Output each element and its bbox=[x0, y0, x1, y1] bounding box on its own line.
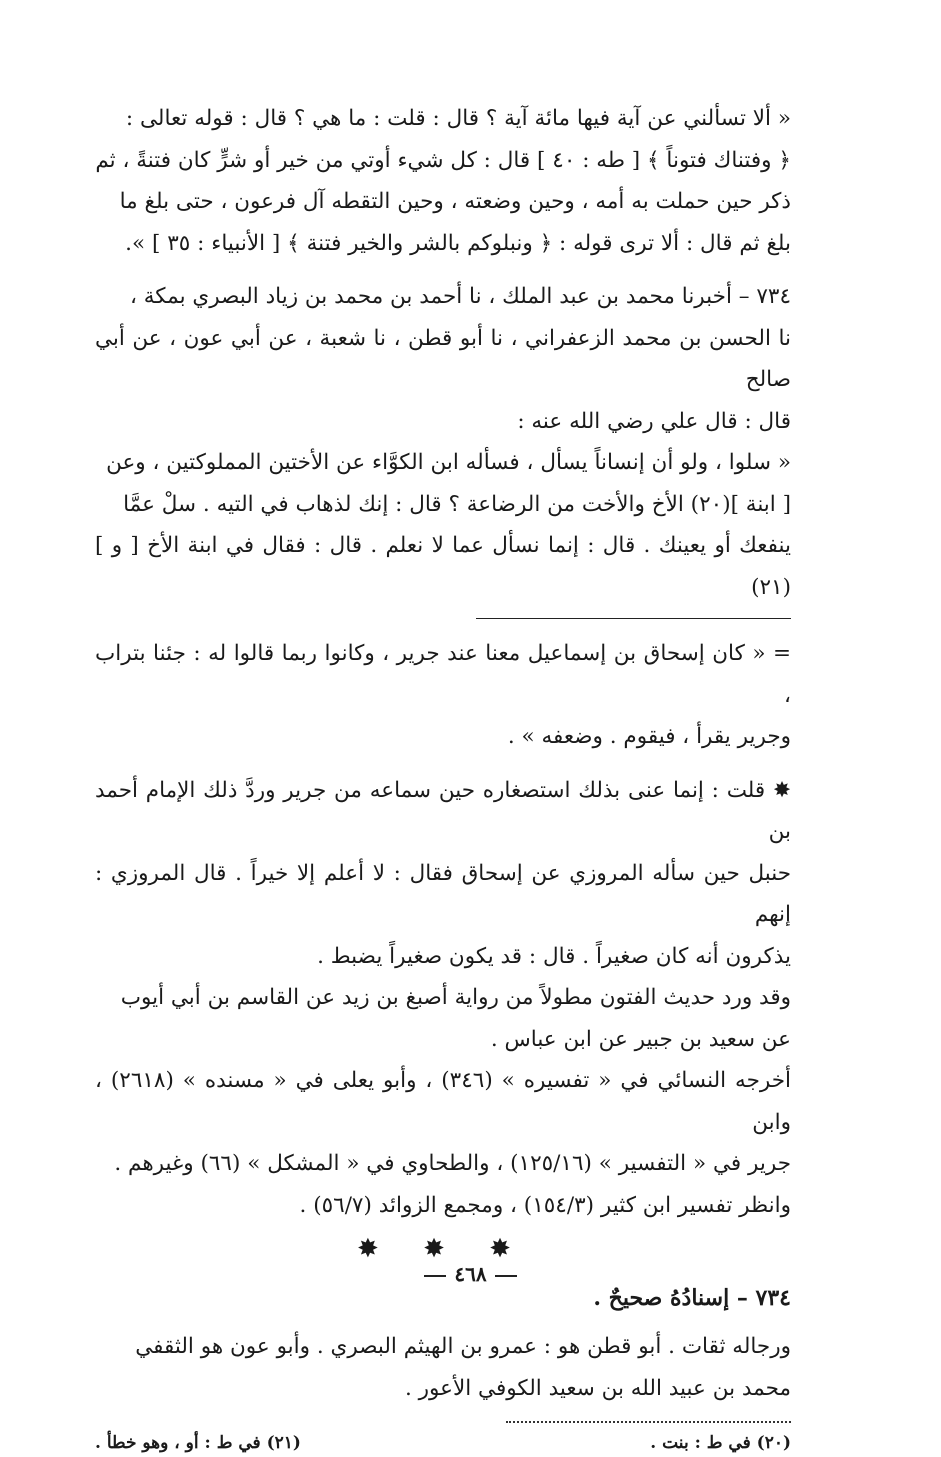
text-line: « ألا تسألني عن آية فيها مائة آية ؟ قال : قلت : ما هي ؟ قال : قوله تعالى : bbox=[125, 106, 791, 131]
text-line: ذكر حين حملت به أمه ، وحين وضعته ، وحين التقطه آل فرعون ، حتى بلغ ما bbox=[119, 189, 791, 214]
text-line: وانظر تفسير ابن كثير (١٥٤/٣) ، ومجمع الزوائد (٥٦/٧) . bbox=[299, 1192, 791, 1218]
commentary-takhrij bbox=[95, 1060, 791, 1226]
text-line: قال : قال علي رضي الله عنه : bbox=[517, 408, 791, 434]
text-line: وقد ورد حديث الفتون مطولاً من رواية أصبغ بن زيد عن القاسم بن أبي أيوب bbox=[120, 985, 791, 1010]
text-line: يذكرون أنه كان صغيراً . قال : قد يكون صغيراً يضبط . bbox=[317, 943, 791, 969]
quote-paragraph-1 bbox=[95, 98, 791, 264]
footnotes bbox=[95, 1429, 791, 1457]
text-line: ورجاله ثقات . أبو قطن هو : عمرو بن الهيثم البصري . وأبو عون هو الثقفي bbox=[135, 1334, 791, 1359]
text-line: وجرير يقرأ ، فيقوم . وضعفه » . bbox=[507, 724, 791, 749]
text-line: = « كان إسحاق بن إسماعيل معنا عند جرير ، وكانوا ربما قالوا له : جئنا بتراب ، bbox=[95, 641, 791, 708]
text-line: حنبل حين سأله المروزي عن إسحاق فقال : لا أعلم إلا خيراً . قال المروزي : إنهم bbox=[95, 860, 791, 927]
text-line: « سلوا ، ولو أن إنساناً يسأل ، فسأله ابن الكوَّاء عن الأختين المملوكتين ، وعن bbox=[106, 450, 791, 475]
text-line: نا الحسن بن محمد الزعفراني ، نا أبو قطن ، نا شعبة ، عن أبي عون ، عن أبي صالح bbox=[95, 325, 791, 392]
text-line: جرير في « التفسير » (١٢٥/١٦) ، والطحاوي في « المشكل » (٦٦) وغيرهم . bbox=[114, 1151, 791, 1176]
text-line: ٧٣٤ – أخبرنا محمد بن عبد الملك ، نا أحمد بن محمد بن زياد البصري بمكة ، bbox=[129, 284, 791, 309]
section-heading: ٧٣٤ – إسنادُهُ صحيحٌ . bbox=[593, 1285, 791, 1311]
footnote-separator bbox=[506, 1421, 791, 1423]
text-line: محمد بن عبيد الله بن سعيد الكوفي الأعور . bbox=[405, 1375, 791, 1401]
page-body bbox=[95, 98, 791, 1457]
text-line: [ ابنة ](٢٠) الأخ والأخت من الرضاعة ؟ قال : إنك لذهاب في التيه . سلْ عمَّا bbox=[123, 491, 791, 517]
separator-rule bbox=[476, 618, 791, 619]
text-line: بلغ ثم قال : ألا ترى قوله : ﴿ ونبلوكم بالشر والخير فتنة ﴾ [ الأنبياء : ٣٥ ] ». bbox=[125, 230, 791, 256]
hadith-734-matn bbox=[95, 442, 791, 608]
hadith-734-isnad bbox=[95, 276, 791, 442]
commentary-fitun bbox=[95, 977, 791, 1060]
section-divider-stars: ✸ ✸ ✸ bbox=[357, 1234, 529, 1264]
grading-paragraph bbox=[95, 1326, 791, 1409]
commentary-continued bbox=[95, 633, 791, 758]
footnote-21: (٢١) في ط : أو ، وهو خطأ . bbox=[95, 1433, 301, 1453]
text-line: ﴿ وفتناك فتوناً ﴾ [ طه : ٤٠ ] قال : كل شيء أوتي من خير أو شرٍّ كان فتنةً ، ثم bbox=[95, 147, 791, 173]
page-number: ٤٦٨ bbox=[0, 1262, 941, 1286]
text-line: ينفعك أو يعينك . قال : إنما نسأل عما لا نعلم . قال : فقال في ابنة الأخ [ و ](٢١) bbox=[95, 533, 791, 600]
text-line: ✸ قلت : إنما عنى بذلك استصغاره حين سماعه من جرير وردَّ ذلك الإمام أحمد بن bbox=[95, 777, 791, 844]
footnote-20: (٢٠) في ط : بنت . bbox=[650, 1433, 791, 1453]
text-line: عن سعيد بن جبير عن ابن عباس . bbox=[490, 1026, 791, 1052]
commentary-note bbox=[95, 770, 791, 978]
text-line: أخرجه النسائي في « تفسيره » (٣٤٦) ، وأبو يعلى في « مسنده » (٢٦١٨) ، وابن bbox=[95, 1068, 791, 1135]
